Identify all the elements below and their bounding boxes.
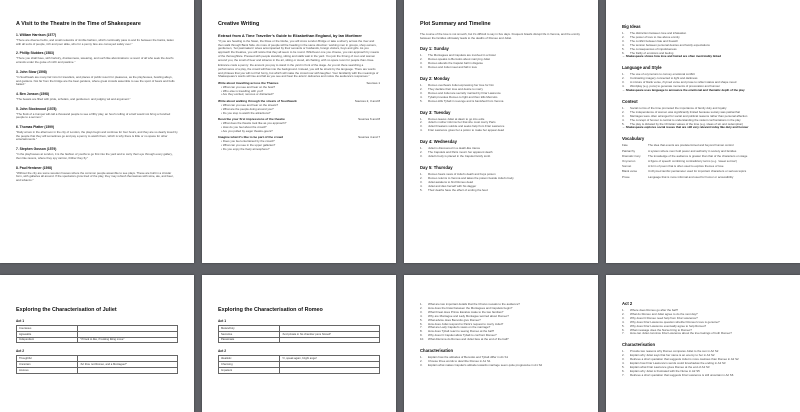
item-number: 3. [622,357,625,362]
item-number: 2. [420,57,423,62]
item-number: 5. [622,323,625,328]
extract-paragraph: Entrance costs a penny: the amount you pay to stand in the yard in front of the stage. As you sit there searching a performance of a play, the crowd will flow into the background. Instead, you will be struck by the language. There are words and phrases that you will not find funny, but which will make the crowd roar with laughter. Your familiarity with the meanings of Shakespeare's words will rise and fall as you see and hear the actors' deliveries and notice the audience's responses." [218,63,379,79]
vocab-definition: The knowledge of the audience is greater than that of the characters on stage [648,153,748,158]
page-juliet [0,275,194,412]
item-text: Social norms of the time promoted the importance of family duty and loyalty [630,105,727,110]
question-text: What advice does Benvolio give Romeo? [428,317,481,322]
question-text: Explain why Juliet says that her name is an enemy to her in A2 S2 [630,353,715,358]
item-number: 4. [420,65,423,70]
trait-row [219,337,380,343]
item-number: 1. [622,105,625,110]
item-text: Romeo returns to Verona and takes the poison beside Juliet's body [428,175,514,180]
source-author: 8. Paul Hentzner (1598) [16,165,53,170]
extract-paragraph: "If you are heading to the Swan, the Rose or the Globe, you will cross London Bridge or take a wherry across the river and then walk through Bank Side. As more of people will be heading in the same direction: working men in groups, shop owners, gentlemen, ‘hot pastmakers’ wives accompanied by their servants or husbands, foreign visitors, boys and girls. As you approach the theatres, you will notice that they all seem to be round. Whichever one you choose, you can approach by means of the thoroughfare. Pressed with people standing, sitting and stalls wait in the yard. You join the throng of men and women around you, the smell of beer and tobacco in the air, sitting or stood, all chatting, with no spare room for people than close. [218,39,380,62]
source-quote: "In Southwark are many fair inns for travellers, and places of public resort for pleasures, as the playhouses, bowling alleys, and gardens. Not far from the bridge are the bear gardens, where great crowds assemble to see the sport of bears and bulls baited." [16,74,175,87]
vocab-definition: A figure of speech combining contradictory terms (e.g. 'sweet sorrow') [648,158,737,163]
item-number: 5. [622,121,625,126]
vocab-definition: Unrhymed iambic pentameter used for important characters or serious topics [648,169,747,174]
item-text: Romeo attends the Capulet ball in disguise [428,61,483,66]
vocab-row [622,160,784,164]
item-text: The frailty of emotions and feeling [630,50,674,55]
item-text: The concept of honour is central to understanding the violent confrontations in the play [630,117,741,122]
item-number: 1. [420,116,423,121]
item-number: 5. [420,98,423,103]
prompt-heading: Write about travelling across the Thames [218,81,279,86]
question-text: Why does Friar Lawrence question whether Romeo's love is genuine? [630,319,720,324]
question-list [622,309,784,336]
prompt-bullet: • Are they excited, nervous or distracted? [218,93,380,97]
section-heading: Big Ideas [622,24,641,29]
item-number: 3. [622,113,625,118]
vocab-heading: Vocabulary [622,136,645,142]
question-text: What do Romeo and Juliet agree to do the next day? [630,311,698,316]
item-number: 1. [622,308,625,312]
prompt-bullet: • What can you see and hear on the boat? [218,86,380,90]
trait-table [218,325,380,343]
item-number: 5. [622,46,625,51]
page-title: Creative Writing [218,21,260,27]
item-text: A mixture of blank verse, rhymed verse and prose to reflect status and shape mood [630,80,737,85]
trait-cell: Idealistic [219,356,280,362]
item-text: Romeo and Juliet meet and fall in love [428,65,478,70]
source-author: 3. John Stow (1598) [16,69,47,74]
prompt-bullet: • What can you see in the upper galleries? [218,144,380,148]
item-number: 4. [420,183,423,188]
vocab-definition: The idea that events are predetermined and beyond human control [648,143,734,148]
prompt-sources: Sources 4 and 7 [358,135,380,140]
juliet-acts [16,319,178,374]
trait-cell: Charming [219,362,280,368]
source-quote: "There are diverse herbs, and small networks of nimble fashion, which continually pass to and fro between the banks, laden with all sorts of people, rich and poor alike, who for a penny fare are conveyed safely over." [16,38,174,46]
question-text: What message does the Nurse bring to Romeo? [630,327,692,332]
vocab-term: Dramatic irony [622,153,641,158]
plot-intro: The course of the love is not smooth, but it's difficult to say in five days. Frequent brawls disrupt life in Verona, and the enmity between the families ultimately leads to the deaths of Romeo and Juliet. [420,32,580,40]
question-text: What are Lady Capulet's views on the marriage? [428,325,491,330]
vocab-term: Oxymoron [622,158,636,163]
vocab-row [622,155,784,159]
item-text: Juliet is discovered in a death-like trance [428,146,481,151]
question-text: How does Juliet respond to Paris's request to marry Juliet? [428,321,504,326]
item-number: 5. [622,364,625,369]
question-text: Choose three words to describe Romeo in A1 S1 [428,358,491,363]
item-number: 7. [622,372,625,377]
item-text: They declare their love and desire to marry [428,86,483,91]
item-number: 4. [420,313,423,318]
question-text: Explain how the attitudes of Benvolio and Tybalt differ in A1 S1 [428,355,509,360]
question-item [622,374,784,378]
item-number: 6. [420,321,423,326]
item-number: 2. [622,76,625,81]
page-title: Plot Summary and Timeline [420,21,491,27]
item-text: Juliet awakens to find Romeo dead [428,179,473,184]
item-text: The use of oxymorons to convey emotional conflict [630,72,695,77]
item-text: The play is dictated by the Christian values of the time (e.g. ideas of sin and redemption) [630,121,744,126]
item-text: Juliet's mother informs her that she must marry Paris [428,120,496,125]
item-number: 3. [420,362,423,367]
trait-cell: Agreeable [17,331,78,337]
item-number: 4. [622,361,625,366]
item-number: 7. [420,325,423,330]
extract-title: Extract from A Time Traveller's Guide to Elizabethan England, by Ian Mortimer [218,33,362,38]
source-quote: "Without the city are some wooden houses where the common people assemble to see plays. These are built in a circular form, with galleries all around. If the spectators grow tired of the play, they may refresh themselves with wine, ale, and beer, and tobacco." [16,170,174,182]
item-text: The power of love to rise above enmity [630,34,680,39]
day-heading: Day 3: Tuesday [420,109,451,115]
item-number: 4. [420,128,423,133]
section-summary: → Shakespeare explores social issues that are still very relevant today like duty and honour [622,126,784,130]
item-text: Wordplay (e.g. puns) to generate moments of provocation and humour [630,84,721,89]
evidence-cell [280,337,380,343]
item-number: 1. [420,171,423,176]
act-label: Act 2 [218,349,227,354]
page-big-ideas [606,0,800,263]
char-question-list [622,350,784,377]
source-list [16,33,178,183]
char-heading: Characterisation [622,342,656,348]
source-author: 4. Ben Jonson (1598) [16,91,49,96]
item-text: Friar Lawrence gives her a potion to make her appear dead [428,128,505,133]
question-text: How does Tybalt react to seeing Romeo at the ball? [428,329,495,334]
item-number: 1. [622,349,625,354]
item-number: 9. [420,333,423,338]
item-text: Their deaths have the effect of ending the feud [428,187,488,192]
timeline-item [420,129,582,133]
trait-cell: Passionate [219,337,280,343]
prompt-bullet: • Do you enjoy the lively atmosphere? [218,148,380,152]
source-author: 2. Phillip Stubbes (1583) [16,51,54,56]
vocab-row [622,170,784,174]
question-text: Retrieve a short quotation that suggests Friar Lawrence is still uncertain in A2 S6 [630,372,734,377]
item-number: 5. [420,317,423,322]
item-number: 8. [420,329,423,334]
vocab-row [622,144,784,148]
item-text: The distinction between love and infatuation [630,31,687,35]
vocab-term: Blank verse [622,169,638,174]
item-text: The independence of women was significantly limited because society was patriarchal [630,109,740,114]
source-author: 7. Stephen Gosson (1579) [16,147,57,152]
item-number: 3. [622,38,625,43]
vocab-row [622,150,784,154]
page-title: Exploring the Characterisation of Juliet [16,307,117,313]
source-quote: "The flock of a trumpet will call a thousand people to see a filthy play, an hour's tolling of a bell would not bring a hundred people to a sermon." [16,111,171,120]
question-text: Explain what makes Capulet's attitude towards marriage seem quite progressive in A1 S2 [428,362,543,367]
trait-cell: Courteous [17,326,78,332]
trait-row [17,337,178,343]
item-number: 1. [420,355,423,360]
romeo-acts [218,319,380,374]
page-act2-questions [606,275,800,412]
evidence-cell: 'O, speak again, bright angel' [280,356,380,362]
trait-row [219,367,380,373]
vocab-definition: A form of poem that is often used to explore themes of love [648,164,724,169]
prompt-bullet: • What does the theatre look like as you approach? [218,122,380,126]
item-number: 6. [622,368,625,373]
vocab-term: Sonnet [622,164,632,169]
question-text: Why are Montague and Lady Montague worried about Romeo? [428,313,509,318]
item-text: The tension between personal desires and family expectations [630,42,710,47]
item-number: 1. [622,31,625,35]
item-number: 2. [420,150,423,155]
item-number: 1. [622,72,625,77]
question-item [420,338,582,342]
question-text: Why does Friar Lawrence eventually agree to help Romeo? [630,323,707,328]
question-text: Where does Romeo go after the ball? [630,308,679,312]
item-text: The conflict between fate and freewill [630,38,678,43]
question-list [420,303,582,342]
act-label: Act 2 [16,349,25,354]
item-number: 2. [420,358,423,363]
question-item [622,332,784,336]
writing-prompts [218,81,380,151]
source-quote: "There you shall have, with harlotry, drunkenness, swearing, and such like abominations: a resort of all who seek the devil's errands under the guise of mirth and pastime." [16,56,174,65]
vocab-term: Prose [622,174,630,179]
item-number: 1. [420,53,423,58]
question-text: Explain what Friar Lawrence gives Romeo at the end of A2 S3 [630,364,710,369]
source-quote: "The beasts are filled with pride, scholars, and gentlemen: and judging wit and argument." [16,96,131,101]
act-label: Act 1 [218,319,227,323]
page-title: Exploring the Characterisation of Romeo [218,307,323,313]
evidence-cell [78,367,178,373]
trait-cell: Thoughtful [17,356,78,362]
question-item [420,364,582,368]
trait-table [218,355,380,373]
question-text: What dilemma do Romeo and Juliet face at the end of the ball? [428,337,509,342]
prompt-sources: Sources 1 [366,81,380,86]
vocab-row [622,176,784,180]
question-text: Provide two reasons why Romeo compares Juliet to the sun in A2 S2 [630,349,719,354]
prompt-bullet: • Are you pulled by eager theatre-goers? [218,130,380,134]
knowledge-sections [622,24,784,130]
item-text: The Montagues and Capulets are involved in a brawl [428,53,496,58]
evidence-cell [280,367,380,373]
item-number: 6. [622,50,625,55]
item-number: 2. [622,311,625,316]
item-number: 3. [622,80,625,85]
section-heading: Language and Style [622,65,662,71]
item-number: 4. [622,319,625,324]
item-text: Romeo hears news of Juliet's death and buys poison [428,171,496,176]
act-heading: Act 2 [622,301,633,306]
item-text: Marriages were often arranged for social and political reasons rather than personal affection [630,113,748,118]
prompt-heading: Imagine what it's like to be part of the crowd [218,135,284,140]
item-number: 5. [420,187,423,192]
question-text: Retrieve a short quotation that suggests Juliet is more cautious than Romeo in A2 S2 [630,357,739,362]
question-text: Explain how Friar Lawrence's words could foreshadow the ending in A2 S3 [630,361,726,366]
timeline-item [420,66,582,70]
timeline-item [420,155,582,159]
section-summary: → Shakespeare uses language to announce the emotional and thematic depth of the play [622,89,784,93]
item-number: 4. [622,42,625,47]
question-text: Why doesn't Romeo need help from Friar Lawrence? [630,315,698,320]
trait-cell: Anxious [17,367,78,373]
evidence-cell: 'And private in his chamber pens himself' [280,331,380,337]
page-romeo [202,275,396,412]
timeline-item [420,189,582,193]
item-text: Contrasting imagery connected to light and darkness [630,76,698,81]
char-question-list [420,356,582,368]
evidence-cell: 'Art thou not Romeo, and a Montague?' [78,362,178,368]
vocab-definition: A system where men hold power and authority in society and families [648,148,737,153]
section-summary: → Shakespeare shows how love and hatred are often inextricably linked [622,55,784,59]
question-text: What threat does Prince Escalus make to the two families? [428,309,504,314]
item-number: 3. [420,124,423,129]
prompt-bullet: • What can you see and hear on the streets? [218,104,380,108]
item-text: Juliet's body is placed in the Capulet family tomb [428,154,491,158]
section-heading: Context [622,98,638,104]
day-heading: Day 4: Wednesday [420,139,457,145]
prompt-bullet: • What are the people doing around you? [218,108,380,112]
item-number: 7. [622,331,625,336]
trait-table [16,325,178,343]
item-text: Romeo speaks to Benvolio about marrying Juliet [428,57,491,62]
item-text: Juliet threatens suicide and seeks help from Friar Lawrence [428,124,505,129]
trait-cell: Uncertain [17,362,78,368]
item-number: 1. [420,302,423,306]
item-number: 2. [622,109,625,114]
question-text: What are two important details that the Chorus reveals to the audience? [428,302,520,306]
day-heading: Day 5: Thursday [420,164,453,170]
day-heading: Day 1: Sunday [420,46,449,52]
item-text: Romeo and Juliet are secretly married by Friar Lawrence [428,90,501,95]
vocab-list [622,144,784,179]
evidence-cell: "I'll look to like, if looking liking move" [78,337,178,343]
item-text: The Capulets and Paris mourn her apparent death [428,150,493,155]
item-number: 4. [622,84,625,89]
prompt-bullet: • Do you stop to watch the attractions? [218,112,380,116]
timeline [420,46,582,192]
source-quote: "Daily at two in the afternoon in the city of London, the plays begin and continue for four hours, and they are so dearly loved by the people that they will sometimes go and pay a penny to watch them, which is why there is little or no space for other entertainments." [16,130,178,142]
vocab-term: Fate [622,143,628,148]
question-text: How does the brawl between the Montagues and Capulets begin? [428,305,513,310]
item-number: 2. [420,175,423,180]
item-text: Juliet and dies herself with his dagger [428,183,477,188]
question-text: Why doesn't Capulet allow Tybalt to confront Romeo? [428,333,497,338]
item-number: 1. [420,83,423,88]
item-number: 3. [622,315,625,320]
item-text: Romeo kills Tybalt in revenge and is banished from Verona [428,98,504,103]
item-number: 2. [420,120,423,125]
trait-cell: Melancholy [219,326,280,332]
item-number: 4. [420,94,423,99]
prompt-heading: Describe your first impressions of the theatre [218,117,285,122]
page-plot-summary [404,0,598,263]
item-number: 4. [622,117,625,122]
prompt-heading: Write about walking through the streets of Southwark [218,99,297,104]
item-number: 3. [420,179,423,184]
trait-cell: Secretive [219,331,280,337]
vocab-term: Patriarchy [622,148,636,153]
prompt-sources: Sources 6 and 8 [358,117,380,122]
prompt-bullet: • Does you feel entertained by the crowd? [218,140,380,144]
item-number: 2. [420,86,423,91]
vocab-definition: Language that is more informal and used for humor or accessibility [648,174,734,179]
item-text: Romeo leaves Juliet at dawn to go into exile [428,116,485,121]
day-heading: Day 2: Monday [420,76,450,82]
item-number: 3. [420,309,423,314]
prompt-sources: Sources 2, 3 and 8 [354,99,380,104]
source-quote: "In the playhouses at London, it is the fashion of youths to go first into the yard and to carry their eye through every gallery, then like ravens, where they spy carrion, thither they fly." [16,152,173,160]
char-heading: Characterisation [420,348,454,354]
item-text: Romeo overhears Juliet expressing her love for him [428,83,495,88]
page-act1-questions [404,275,598,412]
vocab-row [622,165,784,169]
question-text: How can Juliet convince Friar Lawrence about the true feelings of both Romeo? [630,331,732,336]
item-number: 6. [622,327,625,332]
item-number: 2. [622,353,625,358]
trait-cell: Impatient [219,367,280,373]
item-text: The consequences of impulsiveness [630,46,677,51]
trait-row [17,367,178,373]
item-number: 3. [420,154,423,158]
item-number: 1. [420,146,423,151]
prompt-bullet: • How do you feel about the crowd? [218,126,380,130]
item-number: 2. [420,305,423,310]
question-text: Explain why Juliet is frustrated with the Nurse in A2 S5 [630,368,700,373]
trait-cell: Independent [17,337,78,343]
item-number: 2. [622,34,625,39]
item-number: 3. [420,90,423,95]
source-author: 1. William Harrison (1577) [16,33,57,37]
item-number: 3. [420,61,423,66]
page-creative-writing [202,0,396,263]
page-title: A Visit to the Theatre in the Time of Shakespeare [16,21,141,27]
page-theatre-visit [0,0,194,263]
trait-table [16,355,178,373]
timeline-item [420,100,582,104]
source-author: 5. John Stockwood (1578) [16,106,57,111]
item-text: Tybalt provokes Romeo to fight and then kills Mercutio [428,94,498,99]
item-number: 10. [420,337,425,342]
source-author: 6. Thomas Platter (1599) [16,125,54,130]
prompt-bullet: • Who else is travelling with you? [218,90,380,94]
act-label: Act 1 [16,319,25,323]
